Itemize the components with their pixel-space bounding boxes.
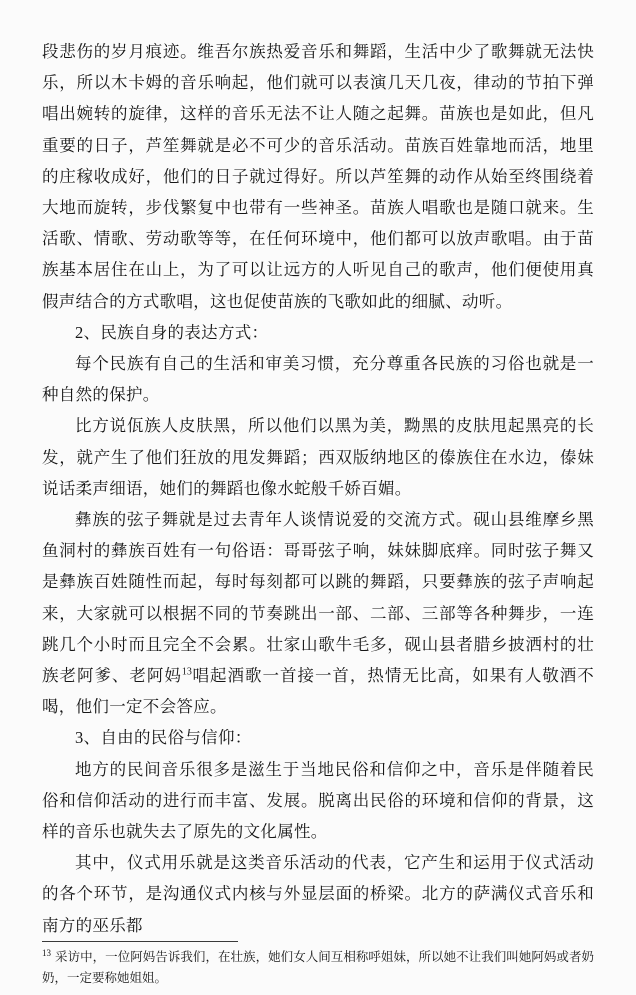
footnote-text xyxy=(42,947,594,989)
paragraph-text: 唱起酒歌一首接一首，热情无比高，如果有人敬酒不喝，他们一定不会答应。 xyxy=(42,666,594,717)
footnote-number: 13 xyxy=(42,947,51,958)
paragraph: 其中，仪式用乐就是这类音乐活动的代表，它产生和运用于仪式活动的各个环节，是沟通仪式内核与外显层面的桥梁。北方的萨满仪式音乐和南方的巫乐都 xyxy=(42,853,594,935)
document-body xyxy=(42,36,594,941)
heading-3-folklore-belief: 3、自由的民俗与信仰： xyxy=(75,728,252,748)
paragraph-continuation: 段悲伤的岁月痕迹。维吾尔族热爱音乐和舞蹈，生活中少了歌舞就无法快乐，所以木卡姆的音乐响起，他们就可以表演几天几夜，律动的节拍下弹唱出婉转的旋律，这样的音乐无法不让人随之起舞。苗族也是如此，但凡重要的日子，芦笙舞就是必不可少的音乐活动。苗族百姓靠地而活，地里的庄稼收成好，他们的日子就过得好。所以芦笙舞的动作从始至终围绕着大地而旋转，步伐繁复中也带有一些神圣。苗族人唱歌也是随口就来。生活歌、情歌、劳动歌等等，在任何环境中，他们都可以放声歌唱。由于苗族基本居住在山上，为了可以让远方的人听见自己的歌声，他们便使用真假声结合的方式歌唱，这也促使苗族的飞歌如此的细腻、动听。 xyxy=(42,42,594,311)
footnote-reference-marker: 13 xyxy=(181,666,192,678)
paragraph: 比方说佤族人皮肤黑，所以他们以黑为美，黝黑的皮肤甩起黑亮的长发，就产生了他们狂放的甩发舞蹈；西双版纳地区的傣族住在水边，傣妹说话柔声细语，她们的舞蹈也像水蛇般千娇百媚。 xyxy=(42,416,594,498)
heading-2-expression-style: 2、民族自身的表达方式： xyxy=(75,322,269,342)
paragraph: 地方的民间音乐很多是滋生于当地民俗和信仰之中，音乐是伴随着民俗和信仰活动的进行而丰富、发展。脱离出民俗的环境和信仰的背景，这样的音乐也就失去了原先的文化属性。 xyxy=(42,759,594,842)
footnote-area xyxy=(42,941,594,995)
footnote-body: 采访中，一位阿妈告诉我们，在壮族，她们女人间互相称呼姐妹，所以她不让我们叫她阿妈或者奶奶，一定要称她姐姐。 xyxy=(42,949,594,985)
paragraph: 每个民族有自己的生活和审美习惯，充分尊重各民族的习俗也就是一种自然的保护。 xyxy=(42,354,594,405)
paragraph-text: 彝族的弦子舞就是过去青年人谈情说爱的交流方式。砚山县维摩乡黑鱼洞村的彝族百姓有一句俗语：哥哥弦子响，妹妹脚底痒。同时弦子舞又是彝族百姓随性而起，每时每刻都可以跳的舞蹈，只要彝族的弦子声响起来，大家就可以根据不同的节奏跳出一部、二部、三部等各种舞步，一连跳几个小时而且完全不会累。壮家山歌牛毛多，砚山县者腊乡披洒村的壮族老阿爹、老阿妈 xyxy=(42,510,594,686)
footnote-separator-line xyxy=(42,941,238,942)
paragraph-with-footnote-ref xyxy=(42,504,594,722)
